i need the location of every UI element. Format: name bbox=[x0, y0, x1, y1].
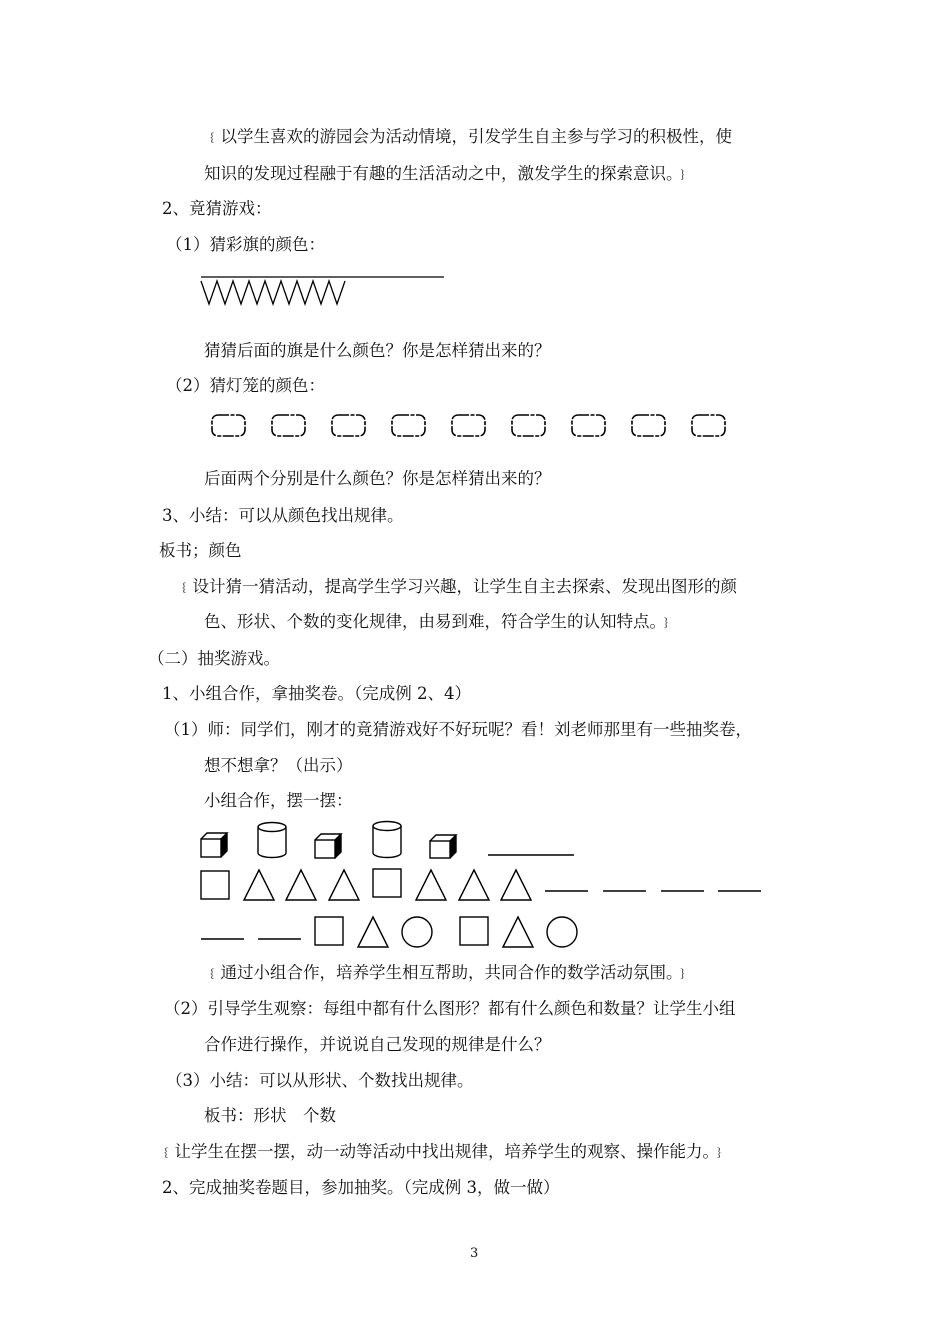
paragraph: 猜猜后面的旗是什么颜色？你是怎样猜出来的？ bbox=[204, 341, 551, 360]
paragraph: （1）师：同学们，刚才的竟猜游戏好不好玩呢？看！刘老师那里有一些抽奖卷， bbox=[164, 720, 752, 739]
paragraph: 知识的发现过程融于有趣的生活活动之中，激发学生的探索意识。﹜ bbox=[204, 164, 691, 183]
page-number: 3 bbox=[470, 1246, 479, 1261]
lantern-pattern-figure bbox=[205, 412, 745, 442]
shape-pattern-row-1 bbox=[198, 818, 588, 864]
flag-pattern-figure bbox=[198, 272, 448, 308]
triangle-shape bbox=[501, 870, 531, 900]
paragraph: ﹛让学生在摆一摆，动一动等活动中找出规律，培养学生的观察、操作能力。﹜ bbox=[158, 1142, 728, 1161]
board-note: 板书；颜色 bbox=[159, 541, 242, 560]
triangle-shape bbox=[459, 870, 489, 900]
section-heading: （二）抽奖游戏。 bbox=[148, 649, 280, 668]
board-note: 板书：形状 个数 bbox=[204, 1106, 336, 1125]
paragraph: （2）引导学生观察：每组中都有什么图形？都有什么颜色和数量？让学生小组 bbox=[164, 999, 736, 1018]
circle-shape bbox=[402, 917, 432, 947]
square-shape bbox=[460, 917, 488, 945]
shape-pattern-row-2 bbox=[198, 864, 778, 904]
section-heading: 3、小结：可以从颜色找出规律。 bbox=[162, 506, 404, 525]
shape-pattern-row-3 bbox=[198, 910, 598, 954]
square-shape bbox=[315, 917, 343, 945]
square-shape bbox=[201, 871, 229, 899]
paragraph: ﹛以学生喜欢的游园会为活动情境，引发学生自主参与学习的积极性，使 bbox=[204, 127, 732, 146]
triangle-shape bbox=[503, 917, 533, 947]
paragraph: 合作进行操作，并说说自己发现的规律是什么？ bbox=[204, 1035, 551, 1054]
section-heading: 2、竟猜游戏： bbox=[162, 199, 272, 218]
paragraph: ﹛通过小组合作，培养学生相互帮助，共同合作的数学活动氛围。﹜ bbox=[204, 963, 691, 982]
section-heading: 1、小组合作，拿抽奖卷。（完成例 2、4） bbox=[162, 684, 471, 703]
paragraph: （3）小结：可以从形状、个数找出规律。 bbox=[166, 1071, 474, 1090]
paragraph: 后面两个分别是什么颜色？你是怎样猜出来的？ bbox=[204, 469, 551, 488]
paragraph: ﹛设计猜一猜活动，提高学生学习兴趣，让学生自主去探索、发现出图形的颜 bbox=[176, 577, 737, 596]
paragraph: 想不想拿？（出示） bbox=[204, 756, 353, 775]
triangle-shape bbox=[358, 917, 388, 947]
cylinder-shape bbox=[258, 823, 286, 858]
section-heading: 2、完成抽奖卷题目，参加抽奖。（完成例 3，做一做） bbox=[162, 1178, 560, 1197]
triangle-shape bbox=[244, 870, 274, 900]
paragraph: 色、形状、个数的变化规律，由易到难，符合学生的认知特点。﹜ bbox=[204, 612, 675, 631]
paragraph: 小组合作，摆一摆： bbox=[204, 791, 353, 810]
triangle-shape bbox=[329, 870, 359, 900]
circle-shape bbox=[547, 917, 577, 947]
triangle-shape bbox=[286, 870, 316, 900]
square-shape bbox=[373, 869, 401, 897]
subsection-heading: （1）猜彩旗的颜色： bbox=[166, 235, 325, 254]
triangle-shape bbox=[416, 870, 446, 900]
subsection-heading: （2）猜灯笼的颜色： bbox=[166, 376, 325, 395]
cylinder-shape bbox=[373, 822, 401, 858]
